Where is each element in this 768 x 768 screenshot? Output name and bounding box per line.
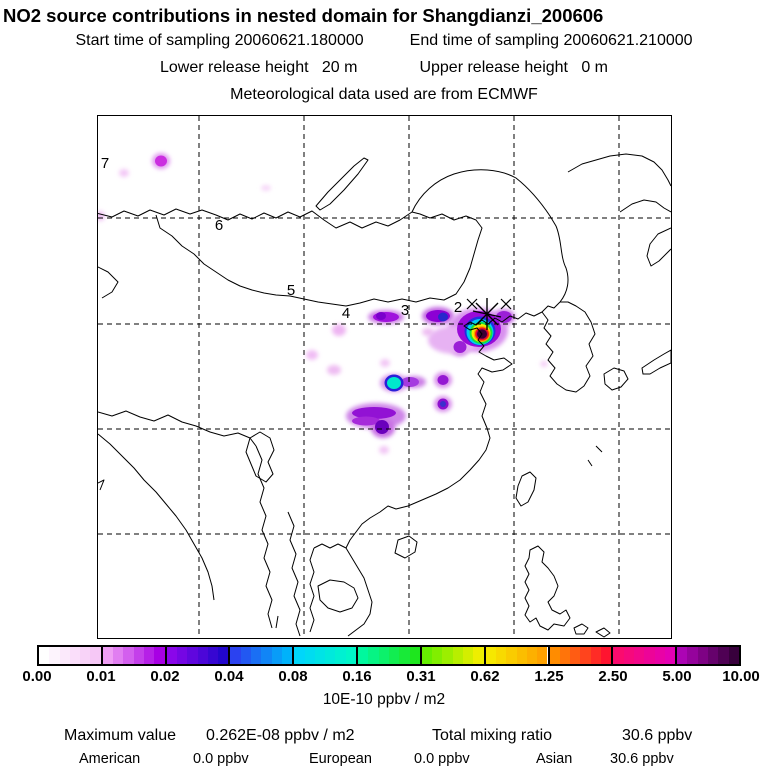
- colorbar-cell: [134, 647, 144, 664]
- colorbar-cell: [560, 647, 570, 664]
- concentration-patch: [261, 185, 271, 191]
- colorbar-cell: [103, 647, 113, 664]
- coastline-path: [156, 212, 482, 306]
- concentration-patch: [541, 361, 548, 367]
- colorbar-cell: [665, 647, 675, 664]
- colorbar-cell: [410, 647, 420, 664]
- colorbar-cell: [49, 647, 59, 664]
- coastline-path: [647, 228, 671, 266]
- meteorology-line: [0, 86, 768, 104]
- colorbar-cell: [506, 647, 516, 664]
- colorbar-cell: [379, 647, 389, 664]
- colorbar-cell: [325, 647, 335, 664]
- colorbar-cell: [580, 647, 590, 664]
- trajectory-cross-marker: [501, 299, 511, 309]
- map-canvas: [98, 116, 671, 638]
- colorbar-segment: [165, 647, 229, 664]
- colorbar-cell: [496, 647, 506, 664]
- colorbar-cell: [39, 647, 49, 664]
- concentration-patch: [155, 156, 167, 167]
- colorbar-cell: [346, 647, 356, 664]
- concentration-patch: [440, 401, 446, 407]
- coastline-path: [250, 438, 256, 446]
- coastline-path: [604, 368, 628, 390]
- sampling-end-text: End time of sampling 20060621.210000: [409, 32, 693, 49]
- colorbar-cell: [537, 647, 547, 664]
- colorbar-cell: [60, 647, 70, 664]
- trajectory-day-label: 4: [341, 305, 351, 322]
- region-european-value: 0.0 ppbv: [414, 751, 470, 767]
- map-panel: [97, 115, 672, 639]
- colorbar-cell: [442, 647, 452, 664]
- colorbar-tick-label: 0.16: [342, 668, 372, 685]
- trajectory-day-label: 6: [214, 217, 224, 234]
- coastline-path: [588, 446, 602, 466]
- colorbar-cell: [198, 647, 208, 664]
- colorbar-segment: [420, 647, 484, 664]
- colorbar-tick-label: 5.00: [662, 668, 692, 685]
- coastline-path: [346, 548, 372, 636]
- coastline-path: [98, 266, 118, 298]
- region-american-label: American: [79, 751, 141, 767]
- colorbar-cell: [251, 647, 261, 664]
- colorbar-cell: [368, 647, 378, 664]
- colorbar-cell: [282, 647, 292, 664]
- total-mixing-value: 30.6 ppbv: [622, 727, 693, 744]
- colorbar-cell: [241, 647, 251, 664]
- release-heights-line: [0, 59, 768, 77]
- concentration-blobs: [155, 156, 512, 435]
- coastline-path: [98, 411, 250, 438]
- colorbar-cell: [335, 647, 345, 664]
- colorbar-tick-label: 0.02: [150, 668, 180, 685]
- concentration-patch: [454, 341, 467, 353]
- stats-line-regions: [0, 751, 768, 768]
- stats-line-max: [0, 727, 768, 747]
- colorbar-cell: [527, 647, 537, 664]
- coastline-path: [620, 200, 671, 212]
- colorbar-segment: [292, 647, 356, 664]
- max-value-number: 0.262E-08 ppbv / m2: [206, 727, 355, 744]
- coastline-path: [542, 302, 595, 392]
- max-value-label: Maximum value: [64, 727, 177, 744]
- colorbar-cell: [486, 647, 496, 664]
- coastline-path: [596, 628, 610, 637]
- colorbar-tick-label: 0.62: [470, 668, 500, 685]
- coastline-path: [516, 472, 536, 506]
- colorbar-cell: [570, 647, 580, 664]
- concentration-patch: [98, 211, 105, 221]
- region-american-value: 0.0 ppbv: [193, 751, 249, 767]
- sampling-times-line: [0, 32, 768, 50]
- coastline-path: [310, 548, 314, 632]
- concentration-patch: [375, 420, 389, 434]
- colorbar-segment: [101, 647, 165, 664]
- colorbar-cell: [261, 647, 271, 664]
- colorbar-tick-label: 1.25: [534, 668, 564, 685]
- sampling-start-text: Start time of sampling 20060621.180000: [75, 32, 364, 49]
- colorbar-cell: [399, 647, 409, 664]
- colorbar-cell: [687, 647, 697, 664]
- concentration-patch: [379, 446, 389, 454]
- coastline-path: [316, 158, 368, 210]
- colorbar-cell: [315, 647, 325, 664]
- trajectory-cross-marker: [467, 299, 477, 309]
- colorbar-units-label: 10E-10 ppbv / m2: [322, 691, 446, 708]
- concentration-patch: [387, 377, 401, 389]
- colorbar-cell: [167, 647, 177, 664]
- colorbar-cell: [272, 647, 282, 664]
- colorbar-cell: [389, 647, 399, 664]
- colorbar-cell: [453, 647, 463, 664]
- total-mixing-label: Total mixing ratio: [432, 727, 553, 744]
- concentration-patch: [119, 169, 129, 177]
- coastline-path: [318, 580, 358, 612]
- colorbar-cell: [601, 647, 611, 664]
- colorbar-cell: [218, 647, 228, 664]
- colorbar-tick-label: 0.01: [86, 668, 116, 685]
- colorbar-cell: [154, 647, 164, 664]
- upper-release-text: Upper release height 0 m: [419, 59, 608, 76]
- colorbar-cell: [123, 647, 133, 664]
- colorbar-cell: [698, 647, 708, 664]
- trajectory-day-label: 2: [453, 299, 463, 316]
- colorbar-cell: [177, 647, 187, 664]
- colorbar-cell: [677, 647, 687, 664]
- colorbar-cell: [613, 647, 623, 664]
- concentration-patch: [376, 312, 386, 320]
- coastline-path: [642, 350, 671, 374]
- concentration-patch: [332, 324, 346, 336]
- region-asian-value: 30.6 ppbv: [610, 751, 674, 767]
- colorbar-cell: [550, 647, 560, 664]
- colorbar-segment: [611, 647, 675, 664]
- colorbar-cell: [305, 647, 315, 664]
- colorbar-cell: [187, 647, 197, 664]
- coastline-path: [276, 616, 278, 628]
- coastline-path: [412, 170, 568, 302]
- colorbar-segment: [356, 647, 420, 664]
- colorbar-segment: [675, 647, 739, 664]
- colorbar-cell: [144, 647, 154, 664]
- meteorology-text: Meteorological data used are from ECMWF: [230, 86, 538, 103]
- colorbar-segment: [484, 647, 548, 664]
- colorbar-tick-label: 0.04: [214, 668, 244, 685]
- coastline-path: [98, 434, 214, 600]
- concentration-patch: [438, 375, 449, 385]
- colorbar-segment: [548, 647, 612, 664]
- colorbar-cell: [70, 647, 80, 664]
- colorbar-tick-label: 10.00: [722, 668, 760, 685]
- coastline-path: [246, 432, 274, 482]
- region-european-label: European: [309, 751, 372, 767]
- colorbar-cell: [294, 647, 304, 664]
- trajectory-day-label: 3: [400, 302, 410, 319]
- colorbar-cell: [729, 647, 739, 664]
- colorbar-cell: [90, 647, 100, 664]
- trajectory-markers: [101, 155, 511, 330]
- coastline-path: [256, 446, 272, 628]
- colorbar-cell: [473, 647, 483, 664]
- colorbar-segment: [228, 647, 292, 664]
- concentration-patch: [327, 365, 341, 375]
- coastline-path: [98, 480, 104, 490]
- colorbar-cell: [358, 647, 368, 664]
- trajectory-day-label: 5: [286, 282, 296, 299]
- coastline-path: [314, 544, 346, 548]
- colorbar-cell: [517, 647, 527, 664]
- coastline-path: [288, 512, 300, 636]
- colorbar-tick-label: 0.08: [278, 668, 308, 685]
- colorbar-cell: [463, 647, 473, 664]
- concentration-patch: [438, 313, 448, 322]
- colorbar-tick-label: 0.00: [22, 668, 52, 685]
- colorbar-segment: [39, 647, 101, 664]
- page-title: NO2 source contributions in nested domain for Shangdianzi_200606: [3, 5, 604, 26]
- lower-release-text: Lower release height 20 m: [160, 59, 358, 76]
- colorbar-cell: [208, 647, 218, 664]
- region-asian-label: Asian: [536, 751, 573, 767]
- colorbar-cell: [230, 647, 240, 664]
- colorbar-cell: [591, 647, 601, 664]
- colorbar-cell: [80, 647, 90, 664]
- colorbar-tick-label: 2.50: [598, 668, 628, 685]
- concentration-patch: [380, 359, 390, 367]
- coastline-path: [574, 624, 588, 634]
- coastlines: [98, 154, 671, 637]
- colorbar-cell: [655, 647, 665, 664]
- coastline-path: [395, 536, 417, 558]
- trajectory-day-label: 7: [100, 155, 110, 172]
- colorbar-ticks: [0, 668, 768, 688]
- concentration-patch: [306, 350, 318, 360]
- colorbar-cell: [624, 647, 634, 664]
- colorbar-cell: [644, 647, 654, 664]
- colorbar-cell: [422, 647, 432, 664]
- colorbar-cell: [634, 647, 644, 664]
- colorbar-cell: [113, 647, 123, 664]
- colorbar-tick-label: 0.31: [406, 668, 436, 685]
- concentration-patch: [401, 377, 419, 387]
- colorbar-cell: [708, 647, 718, 664]
- colorbar-cell: [718, 647, 728, 664]
- coastline-path: [525, 546, 570, 630]
- colorbar-cell: [432, 647, 442, 664]
- colorbar: [37, 645, 741, 666]
